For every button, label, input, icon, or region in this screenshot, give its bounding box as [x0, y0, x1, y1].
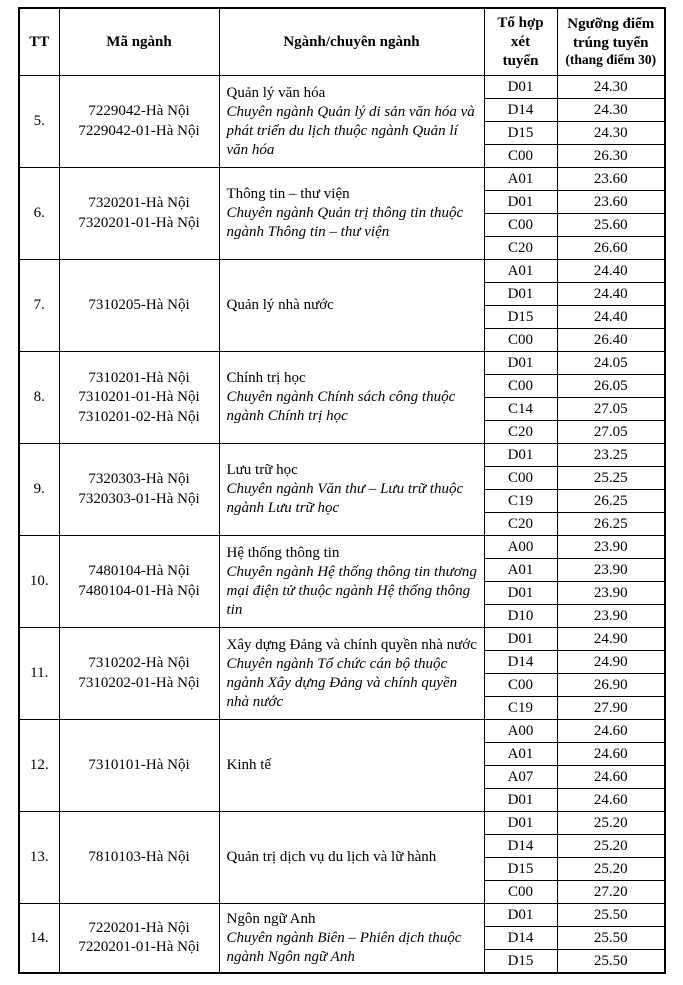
exam-combination-code: D15 [484, 858, 557, 881]
specialization-note: Chuyên ngành Biên – Phiên dịch thuộc ngành Ngôn ngữ Anh [226, 929, 462, 965]
specialization-note: Chuyên ngành Hệ thống thông tin thương mại điện tử thuộc ngành Hệ thống thông tin [226, 563, 477, 618]
admission-score-value: 25.25 [557, 467, 665, 490]
header-score-scale-note: (thang điểm 30) [565, 52, 657, 68]
admission-score-value: 23.25 [557, 444, 665, 467]
admission-score-value: 23.90 [557, 536, 665, 559]
exam-combination-code: D10 [484, 605, 557, 628]
specialization-note: Chuyên ngành Tổ chức cán bộ thuộc ngành Xây dựng Đảng và chính quyền nhà nước [226, 655, 458, 710]
exam-combination-code: D01 [484, 191, 557, 214]
row-number: 13. [19, 812, 59, 904]
exam-combination-code: D01 [484, 628, 557, 651]
admission-score-value: 24.30 [557, 76, 665, 99]
exam-combination-code: D14 [484, 99, 557, 122]
exam-combination-code: A01 [484, 559, 557, 582]
exam-combination-code: A01 [484, 168, 557, 191]
major-code: 7810103-Hà Nội [88, 849, 190, 865]
table-row [19, 904, 665, 927]
specialization-note: Chuyên ngành Chính sách công thuộc ngành Chính trị học [226, 389, 456, 425]
major-code: 7320303-01-Hà Nội [78, 490, 200, 507]
exam-combination-code: A00 [484, 720, 557, 743]
admission-score-value: 24.40 [557, 260, 665, 283]
major-code: 7310101-Hà Nội [88, 757, 190, 773]
major-cell [219, 260, 484, 352]
major-code: 7320303-Hà Nội [88, 471, 190, 488]
major-code: 7310201-01-Hà Nội [78, 389, 200, 405]
admission-score-value: 27.90 [557, 697, 665, 720]
admission-score-value: 23.90 [557, 582, 665, 605]
admission-score-value: 27.05 [557, 398, 665, 421]
row-number: 14. [19, 904, 59, 974]
row-number: 9. [19, 444, 59, 536]
major-code-cell [59, 260, 219, 352]
exam-combination-code: A01 [484, 260, 557, 283]
exam-combination-code: D15 [484, 306, 557, 329]
exam-combination-code: D01 [484, 352, 557, 375]
admission-score-value: 24.60 [557, 789, 665, 812]
admission-score-value: 23.60 [557, 191, 665, 214]
header-major-name: Ngành/chuyên ngành [219, 8, 484, 76]
major-code: 7320201-01-Hà Nội [78, 214, 200, 231]
table-row [19, 536, 665, 559]
exam-combination-code: D15 [484, 122, 557, 145]
table-row [19, 628, 665, 651]
major-code: 7480104-Hà Nội [88, 563, 190, 580]
major-name: Hệ thống thông tin [226, 544, 340, 561]
admission-score-value: 25.20 [557, 812, 665, 835]
major-cell [219, 536, 484, 628]
exam-combination-code: C19 [484, 697, 557, 720]
major-name: Quản lý văn hóa [226, 84, 326, 101]
major-code: 7310201-02-Hà Nội [78, 408, 200, 425]
major-name: Lưu trữ học [226, 462, 298, 479]
table-row [19, 168, 665, 191]
major-cell [219, 444, 484, 536]
admission-score-value: 24.60 [557, 766, 665, 789]
major-code: 7310201-Hà Nội [88, 369, 190, 386]
major-name: Chính trị học [226, 370, 306, 387]
exam-combination-code: D01 [484, 582, 557, 605]
admission-score-value: 25.60 [557, 214, 665, 237]
major-cell [219, 352, 484, 444]
major-name: Quản lý nhà nước [226, 297, 334, 314]
exam-combination-code: C00 [484, 329, 557, 352]
exam-combination-code: C20 [484, 237, 557, 260]
table-row [19, 260, 665, 283]
exam-combination-code: C00 [484, 145, 557, 168]
major-code-cell [59, 720, 219, 812]
admission-score-value: 27.05 [557, 421, 665, 444]
exam-combination-code: D14 [484, 835, 557, 858]
admission-score-value: 24.60 [557, 743, 665, 766]
exam-combination-code: C00 [484, 881, 557, 904]
exam-combination-code: C20 [484, 513, 557, 536]
admission-score-value: 25.50 [557, 927, 665, 950]
exam-combination-code: A07 [484, 766, 557, 789]
admission-score-value: 26.25 [557, 513, 665, 536]
major-code-cell [59, 904, 219, 974]
exam-combination-code: D14 [484, 651, 557, 674]
exam-combination-code: C19 [484, 490, 557, 513]
exam-combination-code: D01 [484, 812, 557, 835]
admission-score-value: 26.90 [557, 674, 665, 697]
exam-combination-code: C14 [484, 398, 557, 421]
exam-combination-code: C00 [484, 375, 557, 398]
admission-score-value: 26.60 [557, 237, 665, 260]
major-code: 7229042-01-Hà Nội [78, 122, 200, 139]
admission-score-value: 24.40 [557, 306, 665, 329]
table-header [19, 8, 665, 76]
row-number: 8. [19, 352, 59, 444]
major-code-cell [59, 536, 219, 628]
exam-combination-code: D01 [484, 283, 557, 306]
exam-combination-code: C20 [484, 421, 557, 444]
exam-combination-code: A01 [484, 743, 557, 766]
major-code: 7220201-01-Hà Nội [78, 939, 200, 956]
major-code: 7229042-Hà Nội [88, 103, 190, 120]
table-row [19, 444, 665, 467]
major-code: 7480104-01-Hà Nội [78, 582, 200, 599]
table-body [19, 76, 665, 974]
admission-score-value: 24.60 [557, 720, 665, 743]
admission-score-table [18, 7, 666, 974]
exam-combination-code: D01 [484, 789, 557, 812]
major-code-cell [59, 76, 219, 168]
major-name: Quản trị dịch vụ du lịch và lữ hành [226, 849, 437, 866]
row-number: 6. [19, 168, 59, 260]
table-row [19, 812, 665, 835]
admission-score-value: 23.90 [557, 605, 665, 628]
major-cell [219, 812, 484, 904]
major-code-cell [59, 812, 219, 904]
table-row [19, 352, 665, 375]
header-tt: TT [19, 8, 59, 76]
header-row [19, 8, 665, 76]
table-row [19, 720, 665, 743]
header-exam-combination: Tổ hợp xét tuyển [484, 8, 557, 76]
major-code: 7310205-Hà Nội [88, 297, 190, 313]
major-name: Thông tin – thư viện [226, 186, 350, 203]
admission-score-value: 24.05 [557, 352, 665, 375]
admission-score-value: 23.60 [557, 168, 665, 191]
major-code-cell [59, 352, 219, 444]
admission-score-value: 24.30 [557, 122, 665, 145]
admission-score-value: 26.30 [557, 145, 665, 168]
admission-score-value: 24.30 [557, 99, 665, 122]
major-name: Xây dựng Đảng và chính quyền nhà nước [226, 636, 477, 653]
exam-combination-code: A00 [484, 536, 557, 559]
admission-score-value: 24.90 [557, 651, 665, 674]
admission-score-value: 25.50 [557, 950, 665, 974]
major-code: 7220201-Hà Nội [88, 919, 190, 936]
major-cell [219, 76, 484, 168]
exam-combination-code: C00 [484, 674, 557, 697]
specialization-note: Chuyên ngành Văn thư – Lưu trữ thuộc ngành Lưu trữ học [226, 481, 464, 517]
admission-score-value: 26.25 [557, 490, 665, 513]
major-cell [219, 904, 484, 974]
major-code-cell [59, 628, 219, 720]
exam-combination-code: D14 [484, 927, 557, 950]
row-number: 12. [19, 720, 59, 812]
row-number: 11. [19, 628, 59, 720]
major-code-cell [59, 444, 219, 536]
exam-combination-code: C00 [484, 467, 557, 490]
specialization-note: Chuyên ngành Quản lý di sản văn hóa và phát triển du lịch thuộc ngành Quản lí văn hóa [226, 103, 475, 158]
table-row [19, 76, 665, 99]
row-number: 7. [19, 260, 59, 352]
major-cell [219, 628, 484, 720]
major-code: 7310202-Hà Nội [88, 655, 190, 672]
exam-combination-code: D15 [484, 950, 557, 974]
header-major-code: Mã ngành [59, 8, 219, 76]
row-number: 5. [19, 76, 59, 168]
major-name: Ngôn ngữ Anh [226, 910, 316, 927]
admission-score-value: 24.40 [557, 283, 665, 306]
exam-combination-code: D01 [484, 904, 557, 927]
admission-score-value: 25.20 [557, 858, 665, 881]
header-admission-score [557, 8, 665, 76]
major-code-cell [59, 168, 219, 260]
admission-score-value: 26.40 [557, 329, 665, 352]
major-cell [219, 168, 484, 260]
admission-score-value: 25.50 [557, 904, 665, 927]
major-code: 7310202-01-Hà Nội [78, 674, 200, 691]
row-number: 10. [19, 536, 59, 628]
major-code: 7320201-Hà Nội [88, 195, 190, 212]
admission-score-value: 27.20 [557, 881, 665, 904]
admission-score-value: 25.20 [557, 835, 665, 858]
specialization-note: Chuyên ngành Quản trị thông tin thuộc ngành Thông tin – thư viện [226, 205, 464, 241]
admission-score-value: 23.90 [557, 559, 665, 582]
major-cell [219, 720, 484, 812]
admission-score-value: 26.05 [557, 375, 665, 398]
exam-combination-code: C00 [484, 214, 557, 237]
exam-combination-code: D01 [484, 444, 557, 467]
major-name: Kinh tế [226, 757, 272, 774]
admission-score-value: 24.90 [557, 628, 665, 651]
header-admission-score-title: Ngưỡng điểm trúng tuyển [567, 15, 655, 51]
exam-combination-code: D01 [484, 76, 557, 99]
